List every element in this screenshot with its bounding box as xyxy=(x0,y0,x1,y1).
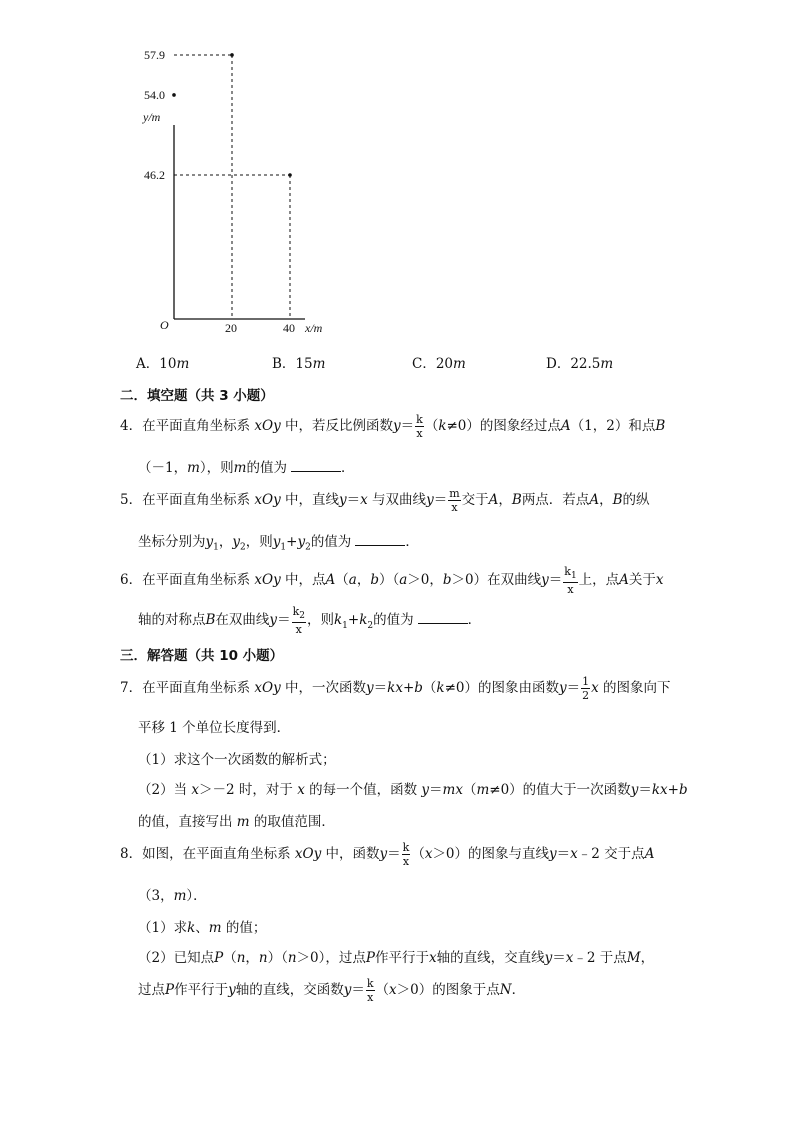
y-tick-label-46-2: 46.2 xyxy=(144,168,165,182)
option-c: C．20m xyxy=(412,356,466,372)
answer-blank[interactable] xyxy=(291,459,341,472)
question-4-line-2: （－1，m），则m的值为 ． xyxy=(138,460,355,476)
data-point-0 xyxy=(172,93,176,97)
fraction: $\frac{k_1}{x}$ xyxy=(564,565,577,597)
fraction: $\frac{k}{x}$ xyxy=(416,413,423,440)
question-8-line-1: 8．如图，在平面直角坐标系 xOy 中，函数y＝ $\frac{k}{x}$ （x＞0）的图象与直线y＝x﹣2 交于点A xyxy=(120,841,655,868)
y-tick-label-54-0: 54.0 xyxy=(144,87,165,102)
question-7-line-2: 平移 1 个单位长度得到． xyxy=(138,720,291,736)
origin-label: O xyxy=(160,318,169,332)
fraction: $\frac{k}{x}$ xyxy=(402,841,410,868)
fraction: $\frac{m}{x}$ xyxy=(449,487,460,514)
question-7-part-1: （1）求这个一次函数的解析式； xyxy=(138,752,336,768)
fraction: $\frac{k_2}{x}$ xyxy=(292,605,305,637)
y-axis-label: y/m xyxy=(143,110,161,124)
x-axis-label: x/m xyxy=(305,321,323,335)
fraction: $\frac{1}{2}$ xyxy=(582,675,590,702)
question-5-line-2: 坐标分别为$y_1$，$y_2$，则$y_1+y_2$的值为 ． xyxy=(138,534,419,553)
option-a: A．10m xyxy=(136,356,190,372)
question-5-line-1: 5．在平面直角坐标系 xOy 中，直线y＝x 与双曲线y＝ $\frac{m}{x}$ 交于A，B两点．若点A，B的纵 xyxy=(120,487,650,514)
option-d: D．22.5m xyxy=(546,356,614,372)
question-6-line-2: 轴的对称点B在双曲线y＝ $\frac{k_2}{x}$ ，则$k_1+k_2$的值为 ． xyxy=(138,605,482,637)
data-point-1 xyxy=(230,53,234,57)
section-fill-in-title: 二．填空题（共 3 小题） xyxy=(120,388,274,404)
question-4-line-1: 4．在平面直角坐标系 xOy 中，若反比例函数y＝ $\frac{k}{x}$ （k≠0）的图象经过点A（1，2）和点B xyxy=(120,413,666,440)
question-7-part-2-line-1: （2）当 x＞－2 时，对于 x 的每一个值，函数 y＝mx（m≠0）的值大于一次函数y＝kx+b xyxy=(138,782,688,798)
y-tick-label-57-9: 57.9 xyxy=(144,47,165,62)
question-8-line-2: （3，m）． xyxy=(138,888,207,904)
question-8-part-2-line-1: （2）已知点P（n，n）（n＞0），过点P作平行于x轴的直线，交直线y＝x﹣2 于点M， xyxy=(138,950,655,966)
function-graph xyxy=(0,0,360,345)
answer-blank[interactable] xyxy=(355,533,405,546)
data-point-2 xyxy=(288,173,292,177)
fraction: $\frac{k}{x}$ xyxy=(366,977,374,1004)
x-tick-label-40: 40 xyxy=(283,321,295,335)
option-b: B．15m xyxy=(272,356,326,372)
question-8-part-1: （1）求k、m 的值； xyxy=(138,920,267,936)
x-tick-label-20: 20 xyxy=(225,321,237,335)
question-7-part-2-line-2: 的值，直接写出 m 的取值范围． xyxy=(138,814,335,830)
question-7-line-1: 7．在平面直角坐标系 xOy 中，一次函数y＝kx+b（k≠0）的图象由函数y＝ $\frac{1}{2}$ x 的图象向下 xyxy=(120,675,671,702)
question-8-part-2-line-2: 过点P作平行于y轴的直线，交函数y＝ $\frac{k}{x}$ （x＞0）的图象于点N． xyxy=(138,977,526,1004)
section-solve-title: 三．解答题（共 10 小题） xyxy=(120,648,284,664)
answer-blank[interactable] xyxy=(418,611,468,624)
question-6-line-1: 6．在平面直角坐标系 xOy 中，点A（a，b）（a＞0，b＞0）在双曲线y＝ $\frac{k_1}{x}$ 上，点A关于x xyxy=(120,565,664,597)
